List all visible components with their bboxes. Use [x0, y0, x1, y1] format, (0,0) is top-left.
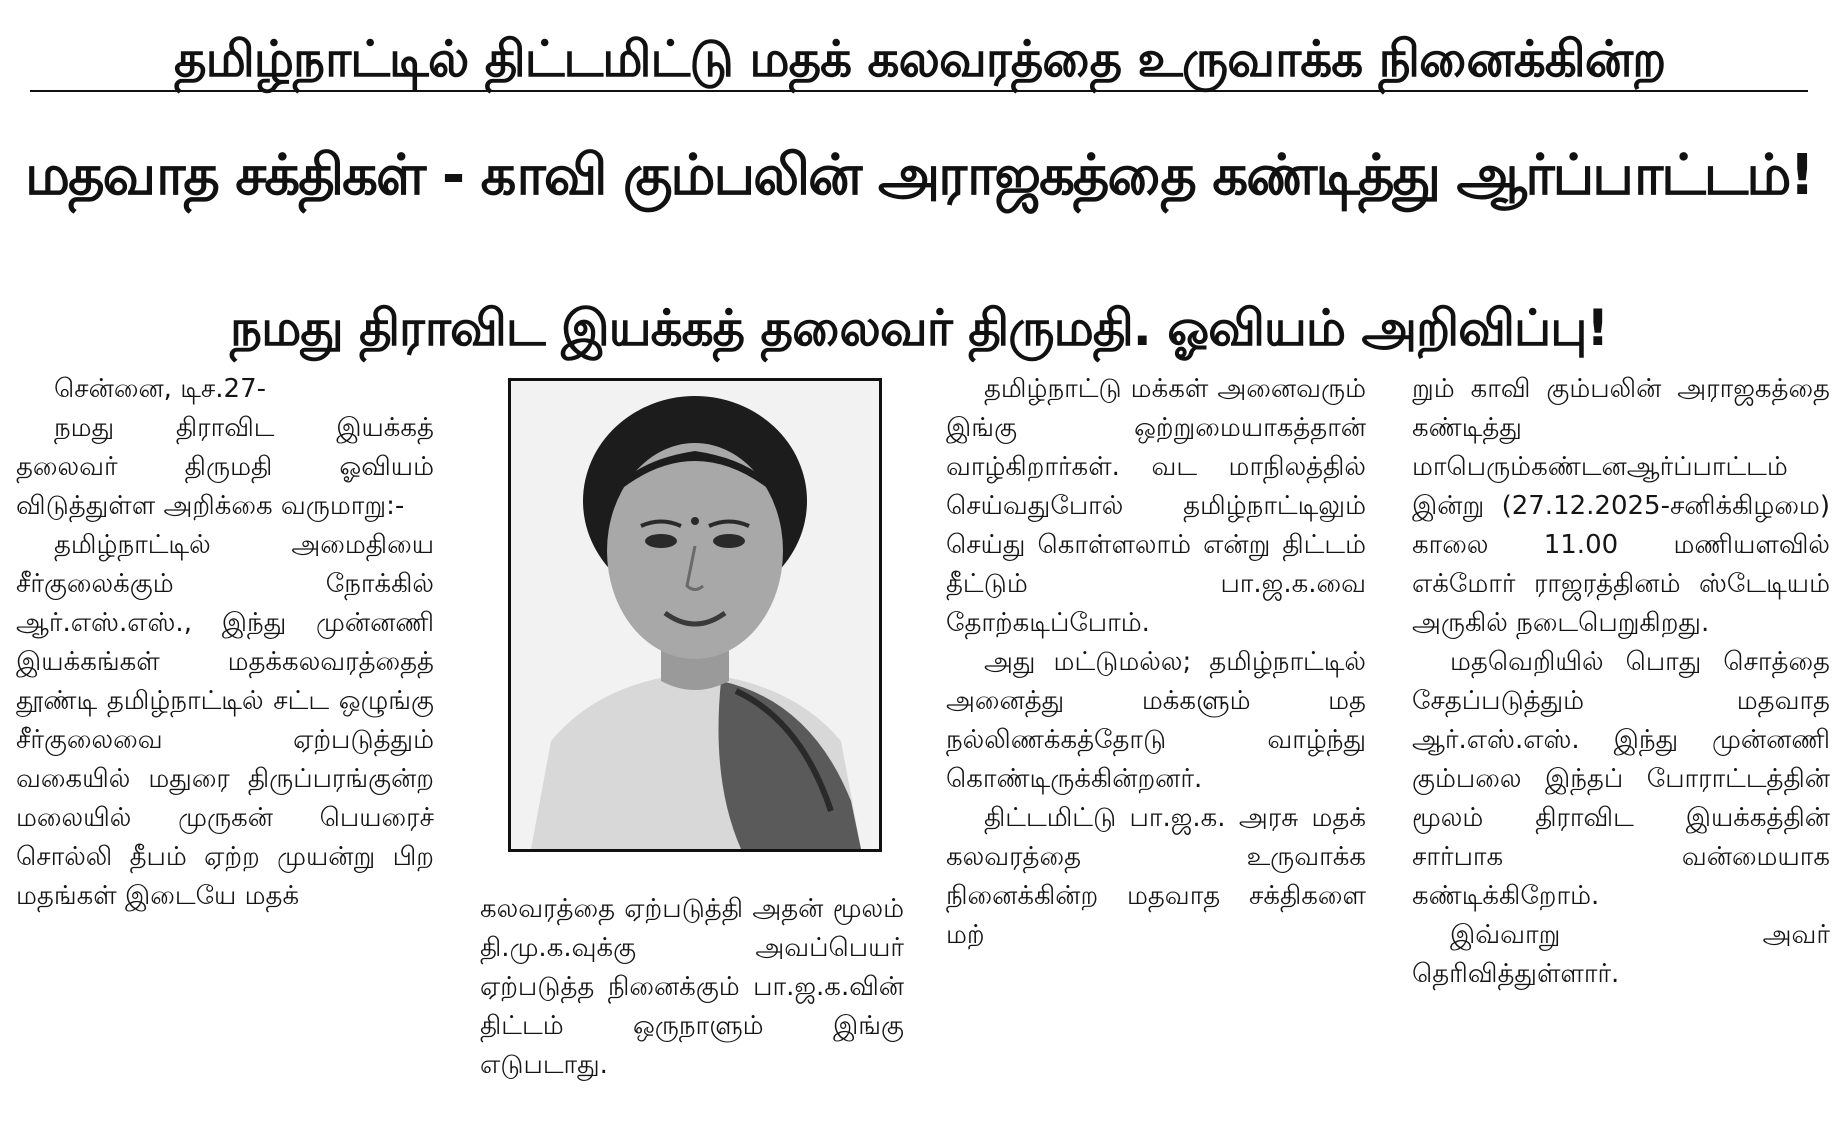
paragraph-accusation: தமிழ்நாட்டில் அமைதியை சீர்குலைக்கும் நோக்கில் ஆர்.எஸ்.எஸ்., இந்து முன்னணி இயக்கங்கள் மதக்கலவரத்தைத் தூண்டி தமிழ்நாட்டில் சட்ட ஒழுங்கு சீர்குலைவை ஏற்படுத்தும் வகையில் மதுரை திருப்பரங்குன்ற மலையில் முருகன் பெயரைச் சொல்லி தீபம் ஏற்ற முயன்று பிற மதங்கள் இடையே மதக்: [16, 530, 434, 911]
portrait-photo: [508, 378, 882, 852]
paragraph-protest-start: திட்டமிட்டு பா.ஜ.க. அரசு மதக் கலவரத்தை உருவாக்க நினைக்கின்ற மதவாத சக்திகளை மற்: [946, 803, 1366, 950]
paragraph-continuation: கலவரத்தை ஏற்படுத்தி அதன் மூலம் தி.மு.க.வுக்கு அவப்பெயர் ஏற்படுத்த நினைக்கும் பா.ஜ.க.வின் திட்டம் ஒருநாளும் இங்கு எடுபடாது.: [480, 894, 904, 1080]
main-headline: மதவாத சக்திகள் - காவி கும்பலின் அராஜகத்தை கண்டித்து ஆர்ப்பாட்டம்!: [25, 143, 1813, 208]
paragraph-harmony: அது மட்டுமல்ல; தமிழ்நாட்டில் அனைத்து மக்களும் மத நல்லிணக்கத்தோடு வாழ்ந்து கொண்டிருக்கின்றனர்.: [946, 647, 1366, 794]
kicker-headline: தமிழ்நாட்டில் திட்டமிட்டு மதக் கலவரத்தை உருவாக்க நினைக்கின்ற: [174, 30, 1666, 88]
subheadline: நமது திராவிட இயக்கத் தலைவர் திருமதி. ஓவியம் அறிவிப்பு!: [230, 299, 1609, 357]
paragraph-unity: தமிழ்நாட்டு மக்கள் அனைவரும் இங்கு ஒற்றுமையாகத்தான் வாழ்கிறார்கள். வட மாநிலத்தில் செய்வதுபோல் தமிழ்நாட்டிலும் செய்து கொள்ளலாம் என்று திட்டம் தீட்டும் பா.ஜ.க.வை தோற்கடிப்போம்.: [946, 374, 1366, 638]
article-column-3: [946, 370, 1366, 955]
paragraph-closing: இவ்வாறு அவர் தெரிவித்துள்ளார்.: [1412, 920, 1830, 989]
article-column-4: [1412, 370, 1830, 994]
article-column-2: [480, 890, 904, 1085]
paragraph-condemnation: மதவெறியில் பொது சொத்தை சேதப்படுத்தும் மதவாத ஆர்.எஸ்.எஸ். இந்து முன்னணி கும்பலை இந்தப் போராட்டத்தின் மூலம் திராவிட இயக்கத்தின் சார்பாக வன்மையாக கண்டிக்கிறோம்.: [1412, 647, 1830, 911]
dateline: சென்னை, டிச.27-: [54, 374, 267, 404]
kicker-underline: [30, 90, 1808, 92]
article-column-1: [16, 370, 434, 916]
paragraph-intro: நமது திராவிட இயக்கத் தலைவர் திருமதி ஓவியம் விடுத்துள்ள அறிக்கை வருமாறு:-: [16, 413, 434, 521]
paragraph-protest-details: றும் காவி கும்பலின் அராஜகத்தை கண்டித்து மாபெரும்கண்டனஆர்ப்பாட்டம் இன்று (27.12.2025-சனிக்கிழமை) காலை 11.00 மணியளவில் எக்மோர் ராஜரத்தினம் ஸ்டேடியம் அருகில் நடைபெறுகிறது.: [1412, 374, 1830, 638]
